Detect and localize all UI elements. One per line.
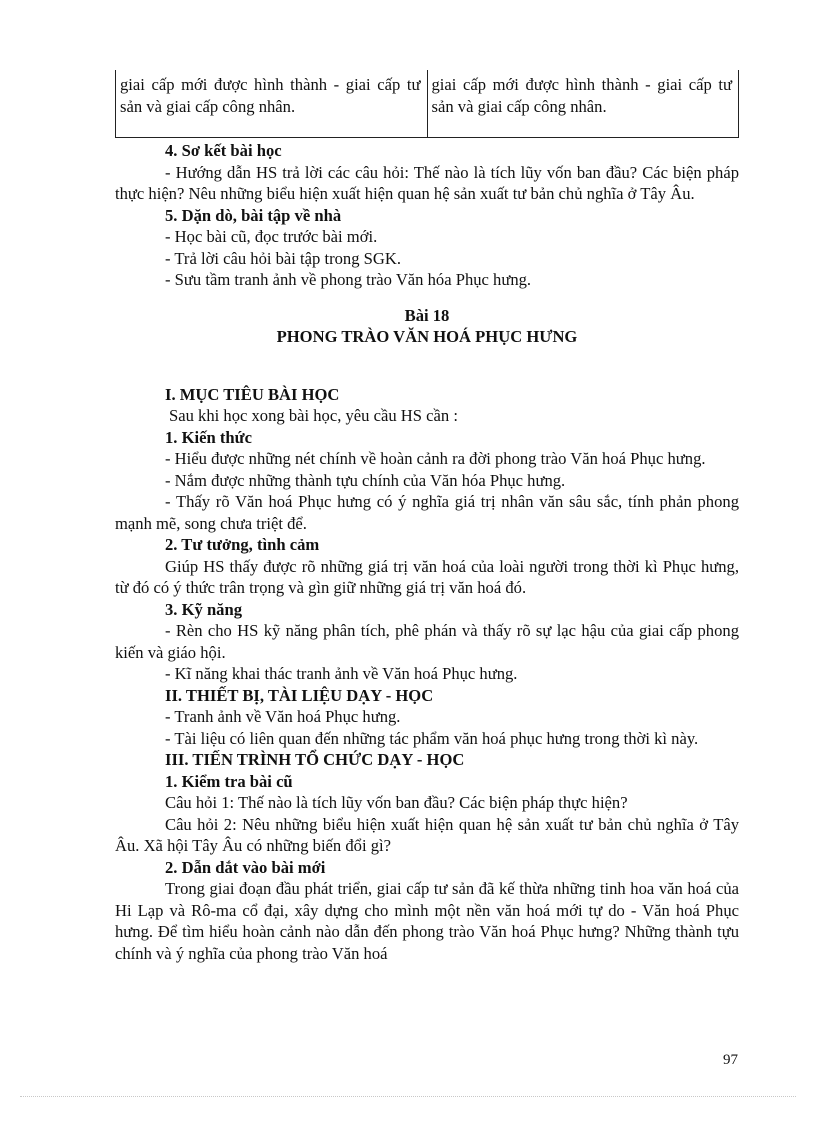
document-page bbox=[115, 70, 739, 964]
list-item: - Sưu tầm tranh ảnh về phong trào Văn hóa Phục hưng. bbox=[165, 270, 532, 289]
part-heading-procedure: III. TIẾN TRÌNH TỔ CHỨC DẠY - HỌC bbox=[165, 750, 465, 769]
list-item: - Tài liệu có liên quan đến những tác phẩm văn hoá phục hưng trong thời kì này. bbox=[165, 728, 699, 748]
table-cell-left: giai cấp mới được hình thành - giai cấp tư sản và giai cấp công nhân. bbox=[116, 70, 428, 138]
section-heading-summary: 4. Sơ kết bài học bbox=[165, 141, 282, 160]
list-item: - Nắm được những thành tựu chính của Văn hóa Phục hưng. bbox=[165, 470, 566, 490]
table-row bbox=[116, 70, 739, 138]
sub-heading-introduction: 2. Dẫn dắt vào bài mới bbox=[165, 857, 326, 877]
thought-text: Giúp HS thấy được rõ những giá trị văn hoá của loài người trong thời kì Phục hưng, từ đó có ý thức trân trọng và gìn giữ những giá trị văn hoá đó. bbox=[115, 556, 739, 597]
lesson-title: PHONG TRÀO VĂN HOÁ PHỤC HƯNG bbox=[276, 327, 578, 346]
question-1: Câu hỏi 1: Thế nào là tích lũy vốn ban đầu? Các biện pháp thực hiện? bbox=[165, 793, 628, 812]
section-heading-homework: 5. Dặn dò, bài tập về nhà bbox=[165, 205, 342, 225]
page-number: 97 bbox=[723, 1052, 738, 1068]
list-item: - Hiểu được những nét chính về hoàn cảnh ra đời phong trào Văn hoá Phục hưng. bbox=[165, 449, 706, 468]
part-heading-objectives: I. MỤC TIÊU BÀI HỌC bbox=[165, 384, 340, 404]
question-2: Câu hỏi 2: Nêu những biểu hiện xuất hiện quan hệ sản xuất tư bản chủ nghĩa ở Tây Âu. Xã hội Tây Âu có những biến đổi gì? bbox=[115, 814, 739, 855]
list-item: - Thấy rõ Văn hoá Phục hưng có ý nghĩa giá trị nhân văn sâu sắc, tính phản phong mạnh mẽ, song chưa triệt để. bbox=[115, 492, 739, 533]
objectives-intro: Sau khi học xong bài học, yêu cầu HS cần : bbox=[169, 406, 458, 425]
list-item: - Trả lời câu hỏi bài tập trong SGK. bbox=[165, 248, 401, 268]
lesson-title-block bbox=[115, 305, 739, 348]
part-heading-equipment: II. THIẾT BỊ, TÀI LIỆU DẠY - HỌC bbox=[165, 685, 434, 705]
lesson-number: Bài 18 bbox=[404, 305, 450, 325]
sub-heading-skills: 3. Kỹ năng bbox=[165, 599, 242, 619]
list-item: - Học bài cũ, đọc trước bài mới. bbox=[165, 227, 378, 246]
summary-text: - Hướng dẫn HS trả lời các câu hỏi: Thế nào là tích lũy vốn ban đầu? Các biện pháp thực hiện? Nêu những biểu hiện xuất hiện quan hệ sản xuất tư bản chủ nghĩa ở Tây Âu. bbox=[115, 162, 739, 203]
comparison-table bbox=[115, 70, 739, 138]
sub-heading-review: 1. Kiểm tra bài cũ bbox=[165, 771, 293, 791]
introduction-text: Trong giai đoạn đầu phát triển, giai cấp tư sản đã kế thừa những tinh hoa văn hoá của Hi Lạp và Rô-ma cổ đại, xây dựng cho mình một nền văn hoá mới tự do - Văn hoá Phục hưng. Để tìm hiểu hoàn cảnh nào dẫn đến phong trào Văn hoá Phục hưng? Những thành tựu chính và ý nghĩa của phong trào Văn hoá bbox=[115, 879, 739, 963]
list-item: - Rèn cho HS kỹ năng phân tích, phê phán và thấy rõ sự lạc hậu của giai cấp phong kiến và giáo hội. bbox=[115, 621, 739, 662]
sub-heading-thought: 2. Tư tưởng, tình cảm bbox=[165, 535, 320, 554]
page-bottom-divider bbox=[20, 1096, 796, 1097]
list-item: - Kĩ năng khai thác tranh ảnh về Văn hoá Phục hưng. bbox=[165, 664, 518, 683]
list-item: - Tranh ảnh về Văn hoá Phục hưng. bbox=[165, 707, 401, 726]
table-cell-right: giai cấp mới được hình thành - giai cấp tư sản và giai cấp công nhân. bbox=[427, 70, 739, 138]
sub-heading-knowledge: 1. Kiến thức bbox=[165, 427, 252, 447]
